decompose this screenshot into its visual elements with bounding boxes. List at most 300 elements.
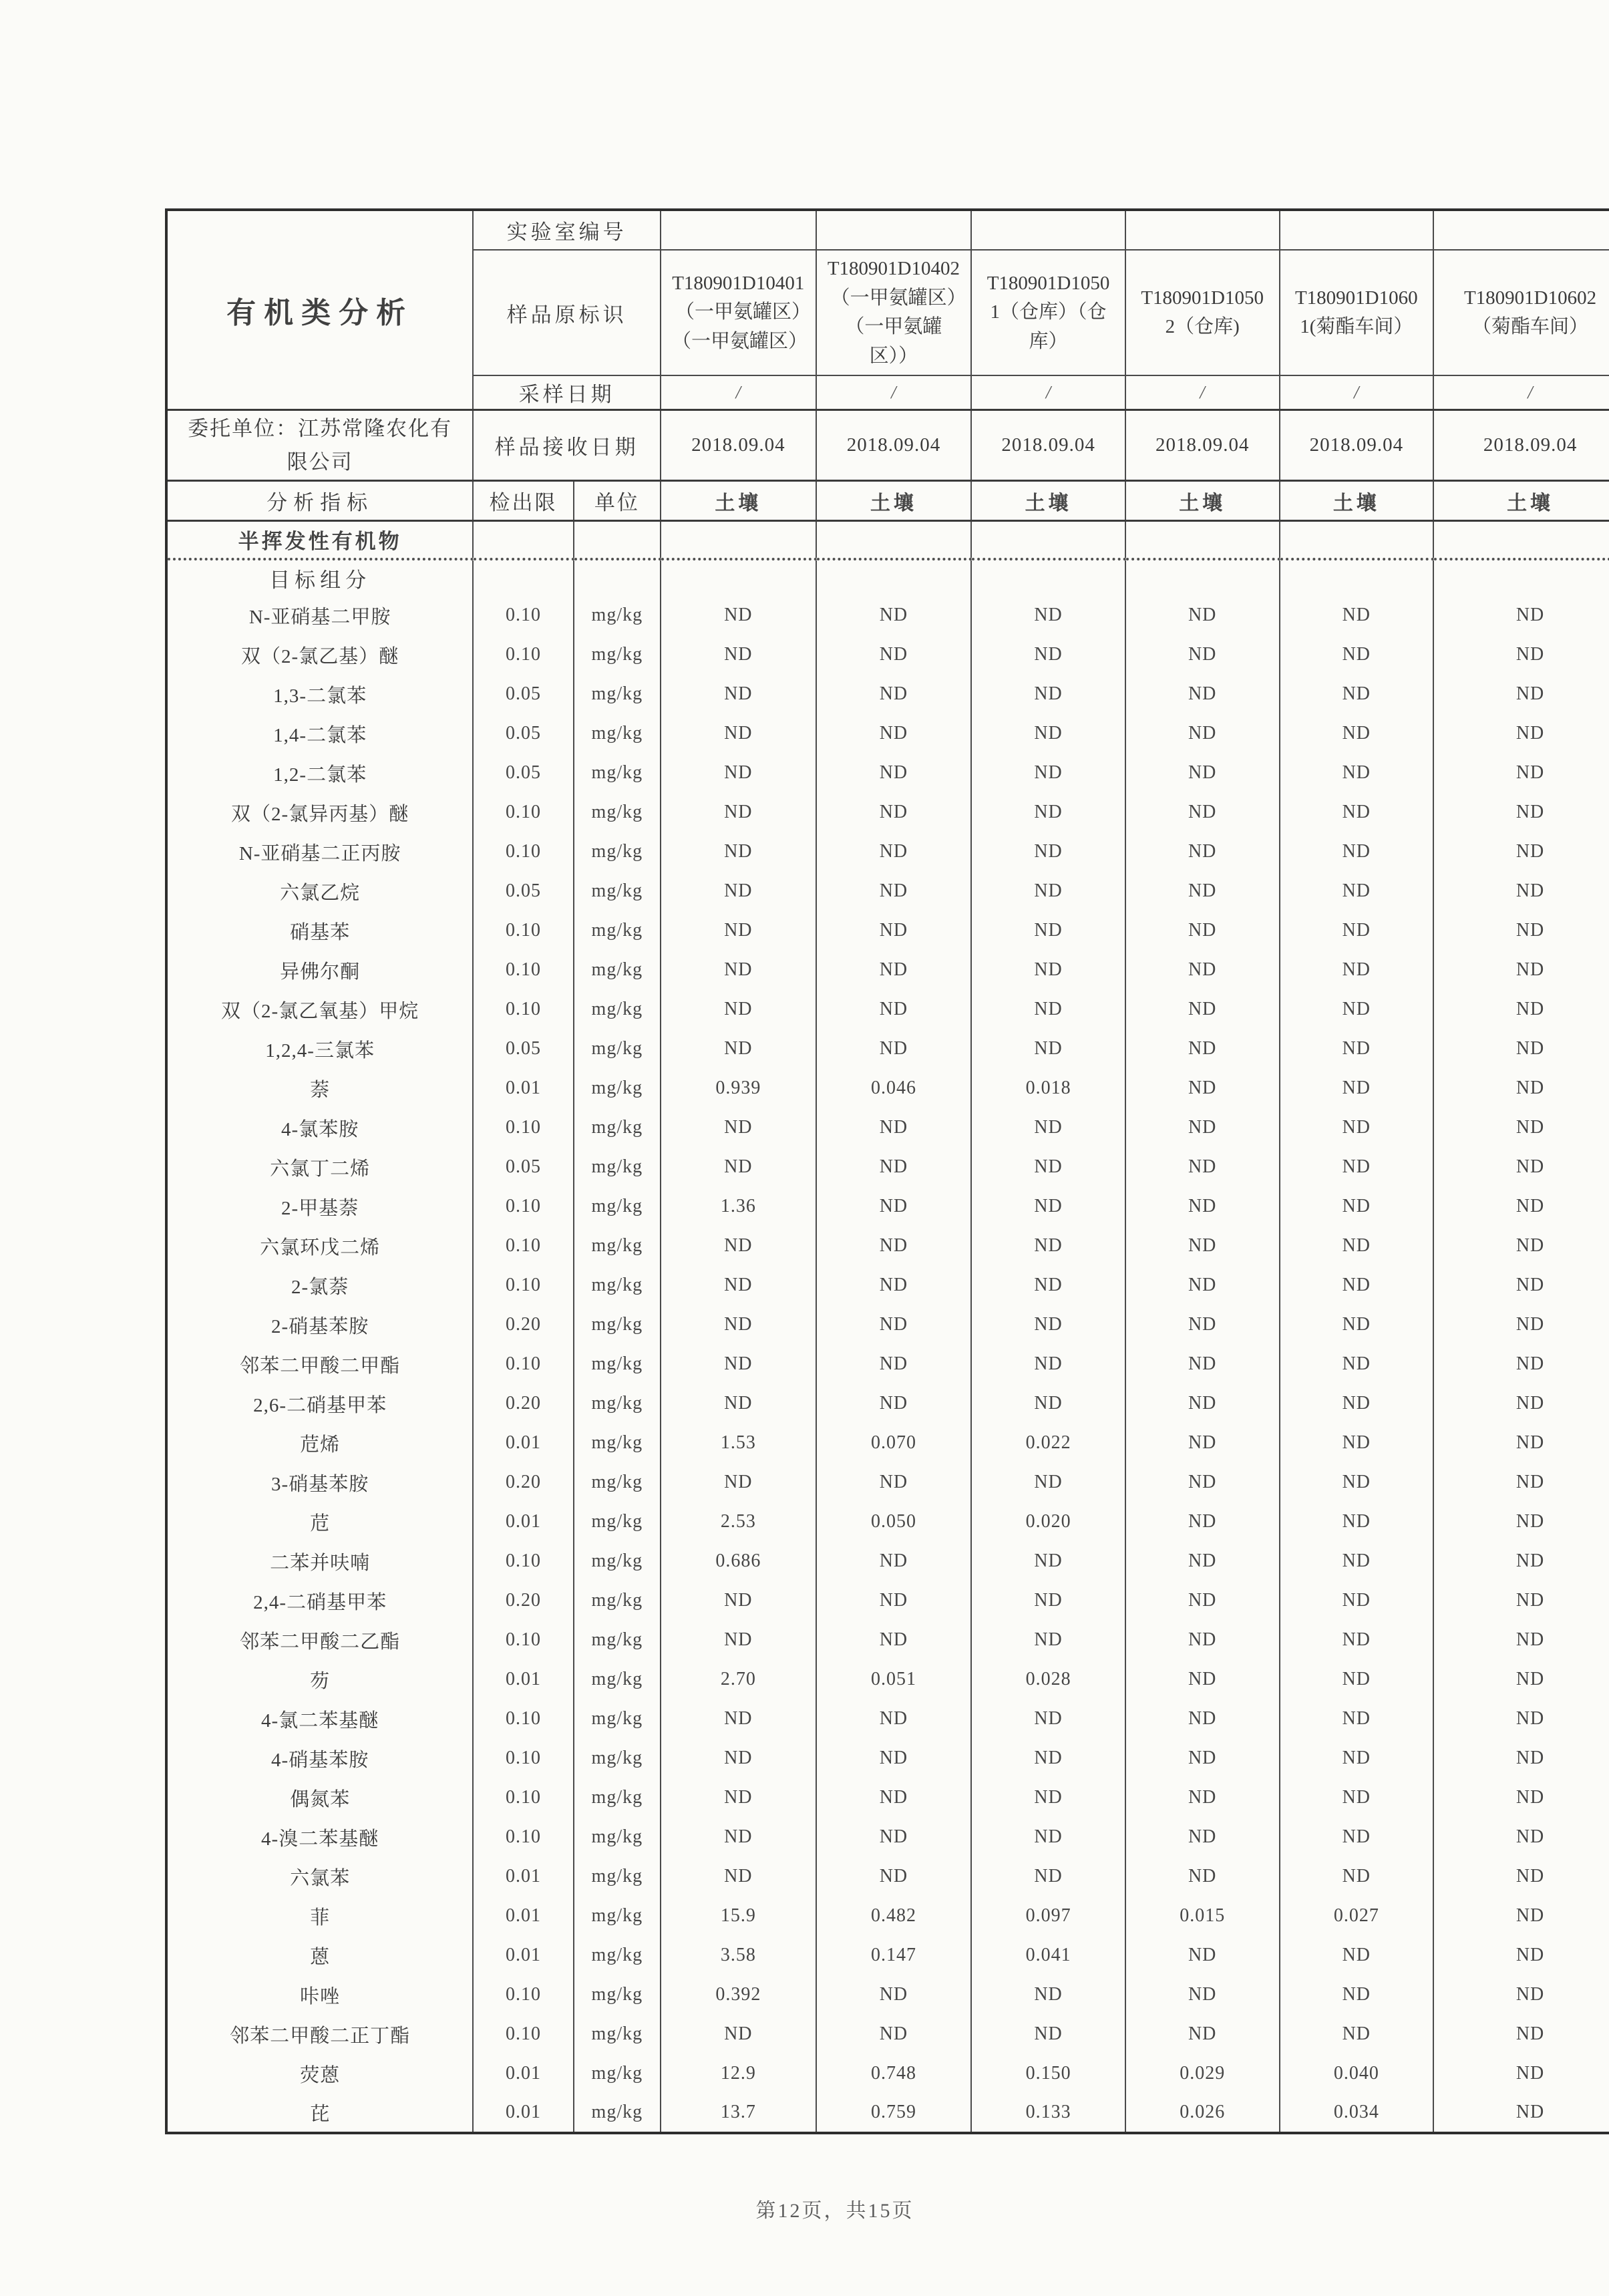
result-value: ND: [1188, 644, 1217, 665]
result-value: ND: [1188, 762, 1217, 784]
matrix-value: 土壤: [870, 492, 917, 514]
table-row: [166, 714, 1609, 754]
result-value: ND: [879, 1629, 908, 1651]
result-value: ND: [1515, 1629, 1545, 1651]
result-value: ND: [1034, 1708, 1063, 1730]
detection-limit-value: 0.10: [505, 1984, 541, 2005]
result-value: ND: [724, 841, 753, 862]
detection-limit-value: 0.10: [505, 1708, 541, 1730]
result-value: ND: [1515, 1432, 1545, 1454]
result-value: ND: [1515, 841, 1545, 862]
unit-value: mg/kg: [591, 605, 643, 626]
result-value: ND: [879, 802, 908, 823]
table-row: [166, 1739, 1609, 1778]
unit-value: mg/kg: [591, 1669, 643, 1690]
detection-limit-value: 0.10: [505, 1748, 541, 1769]
table-row: [166, 990, 1609, 1029]
result-value: 13.7: [720, 2102, 756, 2123]
result-value: ND: [1515, 1905, 1545, 1927]
result-value: ND: [1342, 1235, 1371, 1257]
result-value: 0.759: [870, 2102, 916, 2123]
result-value: ND: [724, 683, 753, 705]
result-value: ND: [724, 802, 753, 823]
unit-value: mg/kg: [591, 802, 643, 823]
result-value: ND: [1515, 1393, 1545, 1414]
result-value: 0.133: [1025, 2102, 1071, 2123]
result-value: ND: [724, 1708, 753, 1730]
result-value: ND: [879, 1826, 908, 1848]
matrix-value: 土壤: [1025, 492, 1072, 514]
result-value: ND: [1515, 1748, 1545, 1769]
result-value: ND: [1342, 1550, 1371, 1572]
detection-limit-value: 0.05: [505, 1156, 541, 1178]
result-value: ND: [1342, 1078, 1371, 1099]
table-row: [166, 1148, 1609, 1187]
result-value: ND: [1515, 683, 1545, 705]
unit-value: mg/kg: [591, 1038, 643, 1059]
detection-limit-value: 0.10: [505, 1275, 541, 1296]
result-value: ND: [1342, 1432, 1371, 1454]
unit-value: mg/kg: [591, 2023, 643, 2045]
result-value: 0.026: [1180, 2102, 1226, 2123]
detection-limit-value: 0.10: [505, 999, 541, 1020]
unit-value: mg/kg: [591, 644, 643, 665]
result-value: ND: [724, 959, 753, 981]
table-row: [166, 675, 1609, 714]
compound-name: 芘: [310, 2103, 331, 2125]
result-value: ND: [879, 762, 908, 784]
table-row: [166, 596, 1609, 635]
compound-name: 六氯苯: [290, 1867, 351, 1889]
result-value: ND: [879, 1196, 908, 1217]
receive-date-value: 2018.09.04: [1309, 434, 1404, 456]
detection-limit-value: 0.01: [505, 1866, 541, 1887]
result-value: ND: [879, 1590, 908, 1611]
result-value: ND: [879, 1472, 908, 1493]
table-row: [166, 1975, 1609, 2015]
compound-name: 六氯环戊二烯: [260, 1237, 381, 1259]
sampling-date-value: /: [891, 382, 896, 402]
result-value: ND: [1515, 1669, 1545, 1690]
result-value: ND: [1515, 1156, 1545, 1178]
result-value: ND: [1515, 880, 1545, 902]
compound-name: 芴: [310, 1670, 331, 1692]
unit-label: 单位: [594, 491, 640, 515]
result-value: ND: [1188, 1708, 1217, 1730]
result-value: ND: [1034, 1748, 1063, 1769]
result-value: ND: [724, 999, 753, 1020]
result-value: ND: [1342, 920, 1371, 941]
compound-name: 1,2,4-三氯苯: [265, 1039, 375, 1061]
result-value: ND: [1188, 920, 1217, 941]
result-value: ND: [1188, 1748, 1217, 1769]
result-value: ND: [879, 999, 908, 1020]
result-value: ND: [879, 1235, 908, 1257]
table-row: [166, 1660, 1609, 1699]
result-value: ND: [1515, 1945, 1545, 1966]
result-value: ND: [1034, 959, 1063, 981]
result-value: 0.040: [1333, 2063, 1379, 2084]
result-value: ND: [1515, 1314, 1545, 1335]
result-value: ND: [1188, 683, 1217, 705]
unit-value: mg/kg: [591, 1590, 643, 1611]
analysis-type-title: 有机类分析: [226, 297, 414, 329]
result-value: ND: [1034, 1117, 1063, 1138]
result-value: ND: [1188, 1826, 1217, 1848]
compound-name: 2-氯萘: [291, 1276, 349, 1298]
result-value: ND: [1515, 1511, 1545, 1532]
result-value: ND: [1188, 723, 1217, 744]
result-value: ND: [724, 1038, 753, 1059]
table-row: [166, 1463, 1609, 1502]
detection-limit-value: 0.20: [505, 1393, 541, 1414]
section-title: 半挥发性有机物: [238, 530, 402, 554]
result-value: ND: [1188, 1196, 1217, 1217]
result-value: 1.53: [720, 1432, 756, 1454]
result-value: ND: [1342, 762, 1371, 784]
table-row: [166, 2054, 1609, 2094]
result-value: ND: [1034, 1590, 1063, 1611]
result-value: 0.051: [870, 1669, 916, 1690]
result-value: 0.147: [870, 1945, 916, 1966]
detection-limit-value: 0.01: [505, 1669, 541, 1690]
unit-value: mg/kg: [591, 999, 643, 1020]
result-value: ND: [1342, 1511, 1371, 1532]
result-value: ND: [1515, 1787, 1545, 1808]
detection-limit-value: 0.10: [505, 1826, 541, 1848]
unit-value: mg/kg: [591, 1984, 643, 2005]
result-value: ND: [724, 762, 753, 784]
result-value: ND: [1342, 1826, 1371, 1848]
result-value: ND: [1515, 1984, 1545, 2005]
result-value: ND: [879, 1708, 908, 1730]
receive-date-value: 2018.09.04: [691, 434, 785, 456]
table-row: [166, 1542, 1609, 1581]
result-value: ND: [1034, 1353, 1063, 1375]
result-value: ND: [879, 1117, 908, 1138]
detection-limit-value: 0.10: [505, 1196, 541, 1217]
result-value: ND: [724, 2023, 753, 2045]
sample-id: T180901D10402（一甲氨罐区）（一甲氨罐区））: [827, 258, 960, 367]
compound-name: 邻苯二甲酸二正丁酯: [230, 2025, 411, 2047]
matrix-value: 土壤: [1179, 492, 1226, 514]
unit-value: mg/kg: [591, 959, 643, 981]
result-value: ND: [1342, 1787, 1371, 1808]
unit-value: mg/kg: [591, 1156, 643, 1178]
unit-value: mg/kg: [591, 1432, 643, 1454]
result-value: ND: [1034, 802, 1063, 823]
result-value: ND: [1034, 1984, 1063, 2005]
matrix-value: 土壤: [1332, 492, 1380, 514]
result-value: ND: [1188, 1472, 1217, 1493]
sampling-date-value: /: [1354, 382, 1359, 402]
result-value: 0.050: [870, 1511, 916, 1532]
result-value: 0.097: [1025, 1905, 1071, 1927]
table-row: [166, 1029, 1609, 1069]
result-value: ND: [1188, 1038, 1217, 1059]
detection-limit-value: 0.10: [505, 1235, 541, 1257]
detection-limit-value: 0.10: [505, 1353, 541, 1375]
unit-value: mg/kg: [591, 2102, 643, 2123]
result-value: ND: [1342, 959, 1371, 981]
result-value: ND: [724, 1629, 753, 1651]
result-value: ND: [1188, 999, 1217, 1020]
result-value: ND: [1515, 1353, 1545, 1375]
result-value: ND: [1034, 1038, 1063, 1059]
unit-value: mg/kg: [591, 1472, 643, 1493]
detection-limit-value: 0.20: [505, 1314, 541, 1335]
result-value: ND: [1034, 1550, 1063, 1572]
sampling-date-label: 采样日期: [518, 383, 615, 406]
result-value: 1.36: [720, 1196, 756, 1217]
receive-date-value: 2018.09.04: [1483, 434, 1578, 456]
result-value: 0.392: [715, 1984, 761, 2005]
table-row: [166, 911, 1609, 951]
compound-name: N-亚硝基二甲胺: [248, 606, 391, 628]
result-value: ND: [1188, 1945, 1217, 1966]
result-value: ND: [1188, 802, 1217, 823]
result-value: ND: [879, 1866, 908, 1887]
result-value: ND: [879, 605, 908, 626]
unit-value: mg/kg: [591, 1078, 643, 1099]
lab-no-cell: [1280, 210, 1434, 250]
sampling-date-value: /: [735, 382, 741, 402]
compound-name: 双（2-氯乙基）醚: [241, 645, 399, 667]
detection-limit-value: 0.01: [505, 1511, 541, 1532]
result-value: ND: [879, 723, 908, 744]
table-row: [166, 1897, 1609, 1936]
result-value: ND: [724, 1590, 753, 1611]
result-value: ND: [1342, 1866, 1371, 1887]
result-value: ND: [1342, 1038, 1371, 1059]
result-value: ND: [1515, 2023, 1545, 2045]
detection-limit-value: 0.10: [505, 802, 541, 823]
unit-value: mg/kg: [591, 723, 643, 744]
analysis-table: [165, 208, 1609, 2134]
result-value: ND: [1188, 2023, 1217, 2045]
compound-name: 六氯乙烷: [280, 882, 361, 904]
result-value: ND: [724, 880, 753, 902]
detection-limit-value: 0.01: [505, 1078, 541, 1099]
sample-id: T180901D10502（仓库): [1141, 287, 1264, 337]
result-value: 0.015: [1180, 1905, 1226, 1927]
unit-value: mg/kg: [591, 1353, 643, 1375]
result-value: ND: [1188, 1353, 1217, 1375]
table-row: [166, 1069, 1609, 1108]
result-value: ND: [1188, 959, 1217, 981]
result-value: 0.046: [870, 1078, 916, 1099]
compound-name: 萘: [310, 1079, 331, 1101]
detection-limit-value: 0.10: [505, 841, 541, 862]
result-value: ND: [1034, 762, 1063, 784]
compound-name: 2,6-二硝基甲苯: [253, 1394, 387, 1416]
result-value: ND: [1034, 644, 1063, 665]
unit-value: mg/kg: [591, 1511, 643, 1532]
result-value: ND: [1034, 1235, 1063, 1257]
detection-limit-value: 0.01: [505, 1432, 541, 1454]
result-value: ND: [1034, 841, 1063, 862]
result-value: ND: [1188, 880, 1217, 902]
result-value: ND: [1342, 880, 1371, 902]
result-value: ND: [879, 959, 908, 981]
result-value: ND: [724, 1117, 753, 1138]
result-value: ND: [1188, 1432, 1217, 1454]
result-value: ND: [724, 644, 753, 665]
table-row: [166, 1778, 1609, 1818]
result-value: ND: [1034, 999, 1063, 1020]
result-value: ND: [1515, 1590, 1545, 1611]
result-value: 2.70: [720, 1669, 756, 1690]
detection-limit-value: 0.10: [505, 2023, 541, 2045]
result-value: ND: [1188, 1117, 1217, 1138]
result-value: ND: [1515, 999, 1545, 1020]
detection-limit-value: 0.01: [505, 1905, 541, 1927]
compound-name: 3-硝基苯胺: [271, 1473, 369, 1495]
table-row: [166, 635, 1609, 675]
result-value: ND: [879, 920, 908, 941]
unit-value: mg/kg: [591, 1550, 643, 1572]
sample-id: T180901D10401（一甲氨罐区）（一甲氨罐区）: [672, 272, 808, 352]
result-value: ND: [1515, 1235, 1545, 1257]
result-value: ND: [879, 1984, 908, 2005]
result-value: ND: [724, 1314, 753, 1335]
result-value: ND: [1515, 1826, 1545, 1848]
table-row: [166, 1621, 1609, 1660]
unit-value: mg/kg: [591, 920, 643, 941]
unit-value: mg/kg: [591, 683, 643, 705]
table-row: [166, 1266, 1609, 1305]
compound-name: 1,4-二氯苯: [273, 724, 367, 746]
detection-limit-value: 0.10: [505, 1787, 541, 1808]
unit-value: mg/kg: [591, 1314, 643, 1335]
result-value: ND: [1034, 1196, 1063, 1217]
result-value: ND: [724, 1393, 753, 1414]
result-value: ND: [1188, 1984, 1217, 2005]
unit-value: mg/kg: [591, 1826, 643, 1848]
result-value: ND: [1515, 644, 1545, 665]
result-value: ND: [1034, 605, 1063, 626]
result-value: ND: [1515, 1275, 1545, 1296]
result-value: ND: [1188, 841, 1217, 862]
result-value: ND: [879, 1550, 908, 1572]
result-value: ND: [1342, 1472, 1371, 1493]
result-value: ND: [1034, 1826, 1063, 1848]
result-value: ND: [1034, 723, 1063, 744]
result-value: ND: [724, 920, 753, 941]
result-value: ND: [1515, 959, 1545, 981]
result-value: ND: [1188, 1590, 1217, 1611]
table-row: [166, 1818, 1609, 1857]
result-value: ND: [879, 841, 908, 862]
compound-name: 双（2-氯异丙基）醚: [231, 803, 409, 825]
result-value: ND: [1188, 1393, 1217, 1414]
unit-value: mg/kg: [591, 1196, 643, 1217]
result-value: 0.034: [1333, 2102, 1379, 2123]
result-value: ND: [724, 1748, 753, 1769]
result-value: ND: [724, 1472, 753, 1493]
unit-value: mg/kg: [591, 762, 643, 784]
detection-limit-value: 0.10: [505, 605, 541, 626]
result-value: ND: [1188, 1629, 1217, 1651]
table-row: [166, 793, 1609, 832]
result-value: ND: [1515, 1038, 1545, 1059]
result-value: ND: [1515, 723, 1545, 744]
compound-name: 苊: [310, 1512, 331, 1534]
table-row: [166, 1345, 1609, 1384]
compound-name: 偶氮苯: [290, 1788, 351, 1810]
table-row: [166, 2094, 1609, 2133]
matrix-value: 土壤: [1507, 492, 1554, 514]
detection-limit-value: 0.10: [505, 1117, 541, 1138]
result-value: ND: [1034, 1314, 1063, 1335]
result-value: ND: [1034, 1787, 1063, 1808]
result-value: ND: [1188, 1787, 1217, 1808]
result-value: 0.686: [715, 1550, 761, 1572]
detection-limit-value: 0.10: [505, 644, 541, 665]
result-value: ND: [1342, 1590, 1371, 1611]
result-value: 0.022: [1025, 1432, 1071, 1454]
compound-name: 2,4-二硝基甲苯: [253, 1591, 387, 1613]
result-value: ND: [1515, 762, 1545, 784]
result-value: ND: [1188, 605, 1217, 626]
result-value: ND: [724, 1156, 753, 1178]
result-value: ND: [879, 1275, 908, 1296]
result-value: ND: [1342, 1945, 1371, 1966]
unit-value: mg/kg: [591, 1866, 643, 1887]
table-row: [166, 1699, 1609, 1739]
unit-value: mg/kg: [591, 1235, 643, 1257]
detection-limit-label: 检出限: [489, 491, 558, 515]
result-value: 0.070: [870, 1432, 916, 1454]
result-value: ND: [1034, 2023, 1063, 2045]
detection-limit-value: 0.05: [505, 880, 541, 902]
compound-name: 2-硝基苯胺: [271, 1315, 369, 1337]
result-value: 0.482: [870, 1905, 916, 1927]
result-value: ND: [1515, 920, 1545, 941]
compound-name: 2-甲基萘: [281, 1197, 359, 1219]
result-value: ND: [1515, 1708, 1545, 1730]
index-label: 分析指标: [266, 491, 374, 515]
result-value: ND: [1034, 683, 1063, 705]
compound-name: 4-氯二苯基醚: [261, 1709, 379, 1732]
result-value: ND: [1188, 1511, 1217, 1532]
compound-name: 菲: [310, 1907, 331, 1929]
lab-no-cell: [971, 210, 1125, 250]
result-value: ND: [1515, 1117, 1545, 1138]
compound-name: 异佛尔酮: [280, 961, 361, 983]
result-value: 0.020: [1025, 1511, 1071, 1532]
result-value: ND: [1342, 1669, 1371, 1690]
lab-no-cell: [661, 210, 816, 250]
compound-name: 硝基苯: [290, 921, 351, 943]
sample-id: T180901D10501（仓库）（仓库）: [987, 272, 1110, 352]
compound-name: 荧蒽: [300, 2064, 341, 2086]
table-row: [166, 1857, 1609, 1897]
sample-id-label: 样品原标识: [506, 303, 627, 327]
compound-name: 蒽: [310, 1946, 331, 1968]
unit-value: mg/kg: [591, 1117, 643, 1138]
result-value: ND: [724, 1235, 753, 1257]
result-value: ND: [1034, 1866, 1063, 1887]
compound-name: 4-溴二苯基醚: [261, 1828, 379, 1850]
result-value: ND: [1342, 802, 1371, 823]
result-value: ND: [879, 1038, 908, 1059]
compound-name: 咔唑: [300, 1985, 341, 2007]
unit-value: mg/kg: [591, 1748, 643, 1769]
detection-limit-value: 0.10: [505, 1629, 541, 1651]
result-value: ND: [724, 1275, 753, 1296]
table-row: [166, 1226, 1609, 1266]
